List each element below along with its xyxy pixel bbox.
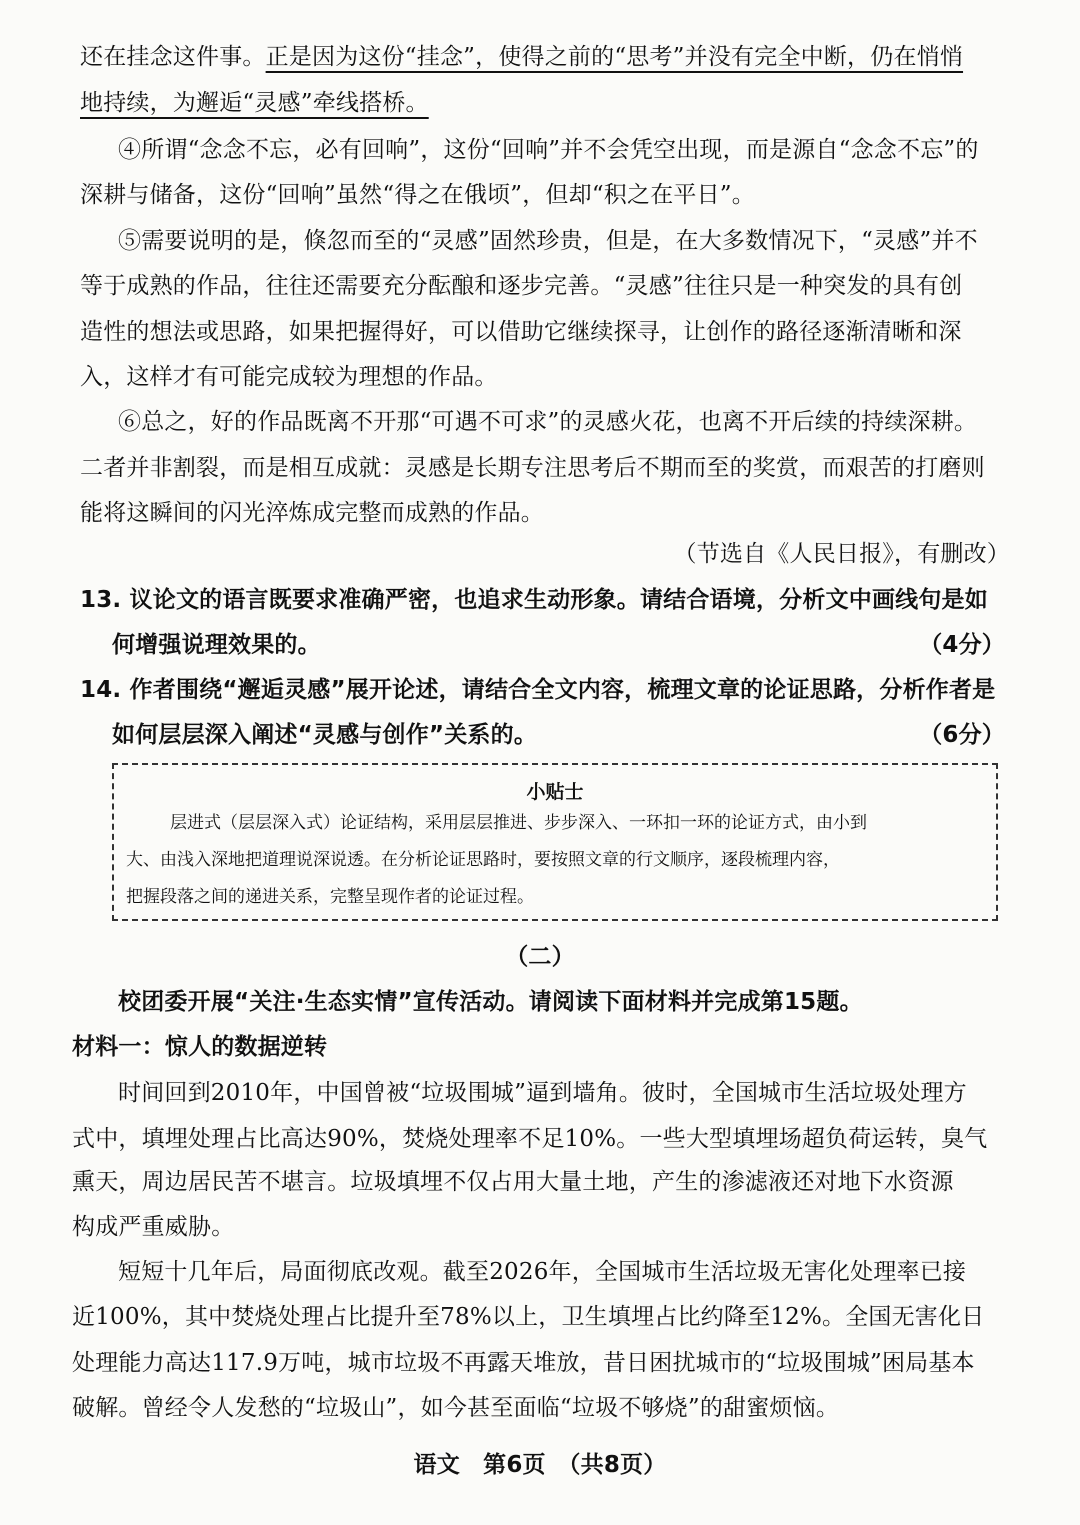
underlined-sentence-cont: 地持续，为邂逅“灵感”牵线搭桥。 — [80, 90, 429, 116]
material-1-para-1-line-2: 式中，填埋处理占比高达90%，焚烧处理率不足10%。一些大型填埋场超负荷运转，臭气 — [72, 1126, 988, 1152]
paragraph-5-line-3: 造性的想法或思路，如果把握得好，可以借助它继续探寻，让创作的路径逐渐清晰和深 — [80, 319, 962, 345]
section-2-heading: （二） — [505, 944, 575, 970]
paragraph-5-line-2: 等于成熟的作品，往往还需要充分酝酿和逐步完善。“灵感”往往只是一种突发的具有创 — [80, 273, 963, 299]
paragraph-5-line-4: 入，这样才有可能完成较为理想的作品。 — [80, 364, 498, 390]
tip-title: 小贴士 — [526, 781, 584, 803]
source-citation: （节选自《人民日报》，有删改） — [673, 541, 1010, 567]
paragraph-6-line-1: ⑥总之，好的作品既离不开那“可遇不可求”的灵感火花，也离不开后续的持续深耕。 — [118, 409, 978, 435]
underlined-sentence: 正是因为这份“挂念”，使得之前的“思考”并没有完全中断，仍在悄悄 — [265, 44, 964, 70]
material-1-title: 材料一：惊人的数据逆转 — [72, 1034, 328, 1060]
tip-line-3: 把握段落之间的递进关系，完整呈现作者的论证过程。 — [126, 887, 534, 907]
material-1-para-1-line-3: 熏天，周边居民苦不堪言。垃圾填埋不仅占用大量土地，产生的渗滤液还对地下水资源 — [72, 1169, 954, 1195]
text-plain: 还在挂念这件事。 — [80, 44, 266, 70]
question-14-score: （6分） — [919, 722, 1005, 748]
material-1-para-2-line-3: 处理能力高达117.9万吨，城市垃圾不再露天堆放，昔日困扰城市的“垃圾围城”困局基本 — [72, 1350, 975, 1376]
paragraph-4-line-2: 深耕与储备，这份“回响”虽然“得之在俄顷”，但却“积之在平日”。 — [80, 182, 755, 208]
question-13-line-2: 何增强说理效果的。 — [112, 632, 321, 658]
section-2-intro: 校团委开展“关注·生态实情”宣传活动。请阅读下面材料并完成第15题。 — [118, 989, 863, 1015]
paragraph-4-line-1: ④所谓“念念不忘，必有回响”，这份“回响”并不会凭空出现，而是源自“念念不忘”的 — [118, 137, 979, 163]
paragraph-5-line-1: ⑤需要说明的是，倏忽而至的“灵感”固然珍贵，但是，在大多数情况下，“灵感”并不 — [118, 228, 978, 254]
paragraph-6-line-2: 二者并非割裂，而是相互成就：灵感是长期专注思考后不期而至的奖赏，而艰苦的打磨则 — [80, 455, 985, 481]
question-14-line-2: 如何层层深入阐述“灵感与创作”关系的。 — [112, 722, 538, 748]
tip-box — [112, 763, 998, 921]
text-line-2 — [80, 88, 1010, 118]
paragraph-6-line-3: 能将这瞬间的闪光淬炼成完整而成熟的作品。 — [80, 500, 544, 526]
material-1-para-2-line-2: 近100%，其中焚烧处理占比提升至78%以上，卫生填埋占比约降至12%。全国无害化日 — [72, 1304, 985, 1330]
question-14-line-1: 14. 作者围绕“邂逅灵感”展开论述，请结合全文内容，梳理文章的论证思路，分析作者是 — [80, 677, 996, 703]
material-1-para-2-line-1: 短短十几年后，局面彻底改观。截至2026年，全国城市生活垃圾无害化处理率已接 — [118, 1259, 967, 1285]
question-13-line-1: 13. 议论文的语言既要求准确严密，也追求生动形象。请结合语境，分析文中画线句是如 — [80, 587, 988, 613]
material-1-para-2-line-4: 破解。曾经令人发愁的“垃圾山”，如今甚至面临“垃圾不够烧”的甜蜜烦恼。 — [72, 1395, 840, 1421]
text-line-1 — [80, 42, 1010, 72]
material-1-para-1-line-1: 时间回到2010年，中国曾被“垃圾围城”逼到墙角。彼时，全国城市生活垃圾处理方 — [118, 1080, 967, 1106]
question-13-score: （4分） — [919, 632, 1005, 658]
tip-line-1: 层进式（层层深入式）论证结构，采用层层推进、步步深入、一环扣一环的论证方式，由小到 — [170, 813, 867, 833]
tip-line-2: 大、由浅入深地把道理说深说透。在分析论证思路时，要按照文章的行文顺序，逐段梳理内容， — [126, 850, 840, 870]
page-footer: 语文 第6页 （共8页） — [413, 1452, 667, 1478]
material-1-para-1-line-4: 构成严重威胁。 — [72, 1214, 235, 1240]
